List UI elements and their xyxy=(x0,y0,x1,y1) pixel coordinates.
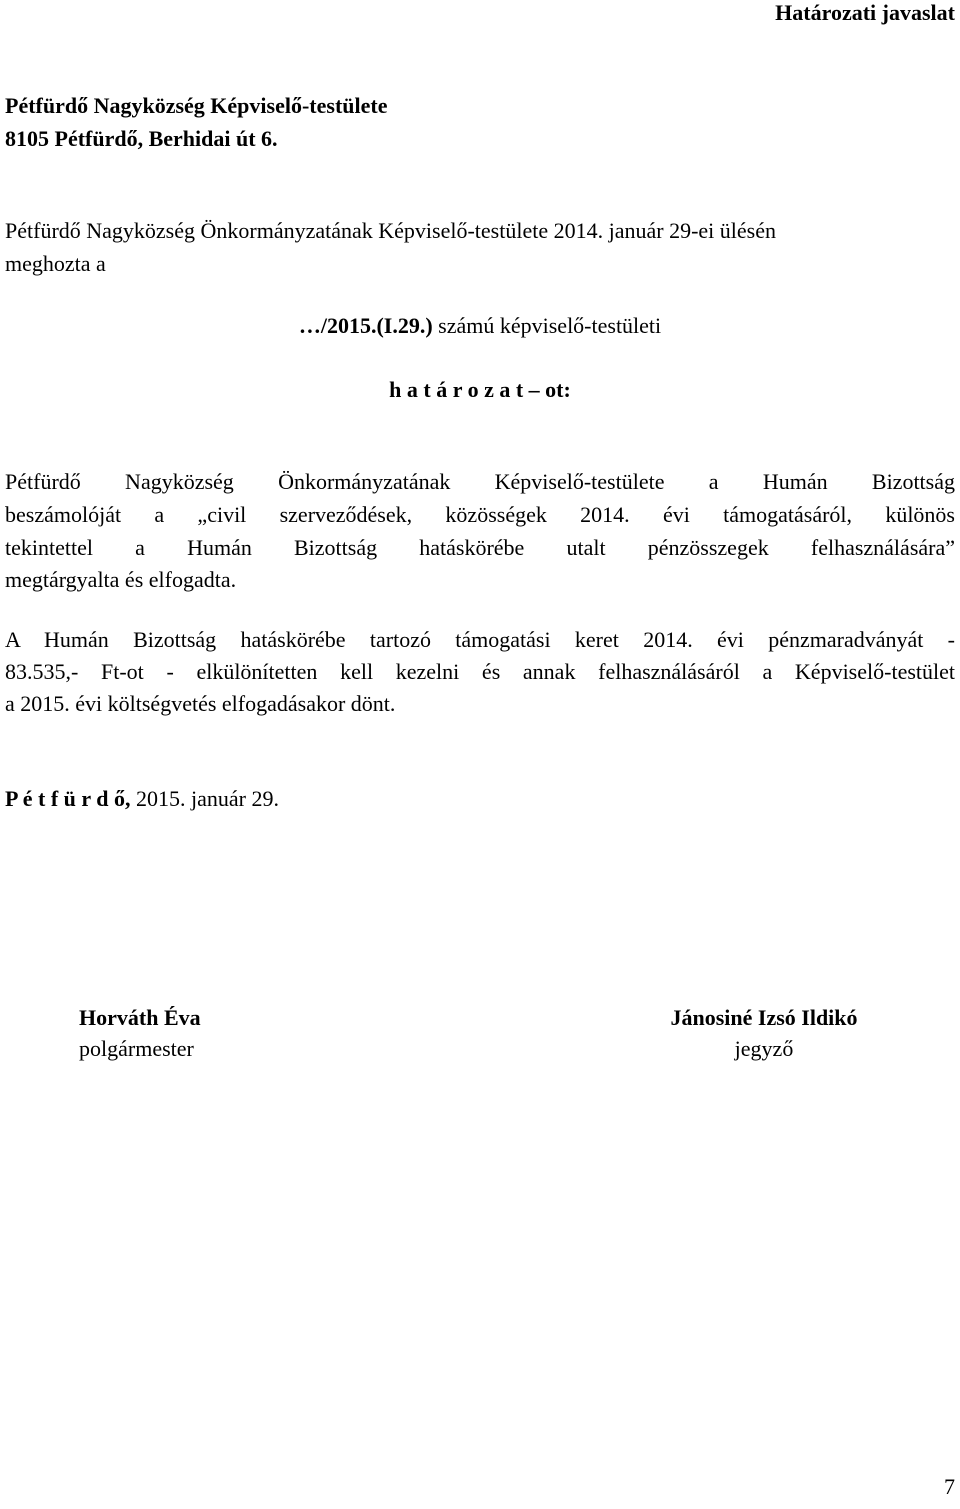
signature-left-name: Horváth Éva xyxy=(79,1005,201,1030)
addressee-address: 8105 Pétfürdő, Berhidai út 6. xyxy=(5,126,278,151)
signature-right-name: Jánosiné Izsó Ildikó xyxy=(670,1005,858,1030)
paragraph-2-line: A Humán Bizottság hatáskörébe tartozó támogatási keret 2014. évi pénzmaradványát - xyxy=(5,627,955,652)
signature-right-title: jegyző xyxy=(734,1036,794,1061)
resolution-heading: h a t á r o z a t – ot: xyxy=(389,377,571,402)
resolution-number-suffix: számú képviselő-testületi xyxy=(432,313,662,338)
paragraph-2-line: 83.535,- Ft-ot - elkülönítetten kell kezelni és annak felhasználásáról a Képviselő-testület xyxy=(5,659,955,684)
addressee-name: Pétfürdő Nagyközség Képviselő-testülete xyxy=(5,93,388,118)
intro-line-1: Pétfürdő Nagyközség Önkormányzatának Képviselő-testülete 2014. január 29-ei ülésén xyxy=(5,218,776,243)
resolution-number-prefix: …/2015.(I.29.) xyxy=(298,313,433,338)
paragraph-1-line: megtárgyalta és elfogadta. xyxy=(5,567,237,592)
paragraph-1-line: tekintettel a Humán Bizottság hatáskörébe utalt pénzösszegek felhasználására” xyxy=(5,535,955,560)
place-date xyxy=(5,786,279,812)
paragraph-2-line: a 2015. évi költségvetés elfogadásakor dönt. xyxy=(5,691,396,716)
place-name: P é t f ü r d ő, xyxy=(5,786,131,811)
page-number: 7 xyxy=(944,1474,955,1499)
resolution-number xyxy=(0,313,960,339)
intro-line-2: meghozta a xyxy=(5,251,106,276)
paragraph-1-line: Pétfürdő Nagyközség Önkormányzatának Képviselő-testülete a Humán Bizottság xyxy=(5,469,955,494)
date: 2015. január 29. xyxy=(130,786,279,811)
paragraph-1-line: beszámolóját a „civil szerveződések, közösségek 2014. évi támogatásáról, különös xyxy=(5,502,955,527)
proposal-label: Határozati javaslat xyxy=(775,0,955,25)
signature-left-title: polgármester xyxy=(79,1036,194,1061)
